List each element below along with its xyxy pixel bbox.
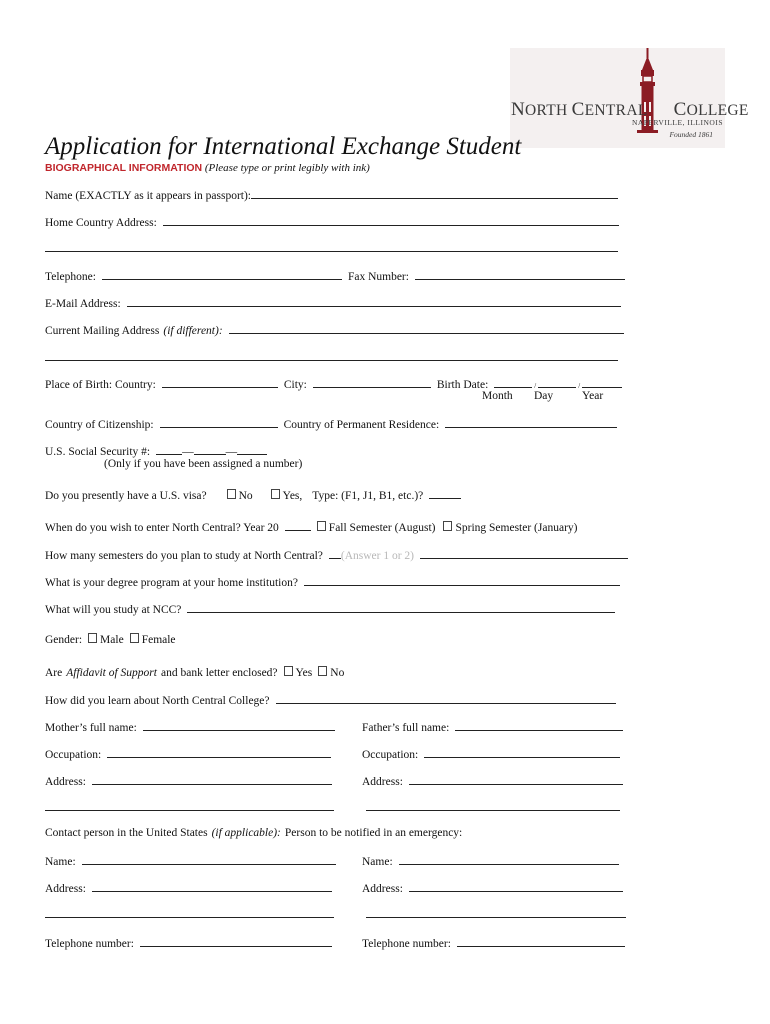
contact-telephone-row — [45, 936, 332, 950]
learn-row — [45, 693, 616, 707]
birth-year-input[interactable] — [582, 377, 622, 388]
ssn-dash-1: — — [182, 446, 194, 458]
mother-occupation-input[interactable] — [107, 747, 331, 758]
mother-label: Mother’s full name: — [45, 722, 137, 734]
ssn-row — [45, 444, 267, 458]
name-row — [45, 188, 618, 202]
father-label: Father’s full name: — [362, 722, 450, 734]
visa-no-label: No — [238, 490, 253, 502]
emergency-name-input[interactable] — [399, 854, 619, 865]
logo-college-name: NORTH CENTRAL COLLEGE — [511, 99, 749, 120]
father-occupation-input[interactable] — [424, 747, 620, 758]
birth-date-label: Birth Date: — [436, 379, 489, 391]
fax-input[interactable] — [415, 269, 625, 280]
contact-address-line-2[interactable] — [45, 917, 334, 918]
mother-address-line-2[interactable] — [45, 810, 334, 811]
section-note: (Please type or print legibly with ink) — [204, 162, 370, 174]
year-caption: Year — [582, 390, 604, 402]
visa-label: Do you presently have a U.S. visa? — [45, 490, 207, 502]
affidavit-label-post: and bank letter enclosed? — [160, 667, 278, 679]
semesters-input[interactable] — [329, 548, 341, 559]
mailing-input[interactable] — [229, 323, 624, 334]
degree-input[interactable] — [304, 575, 620, 586]
father-occupation-row — [362, 747, 620, 761]
father-address-line-2[interactable] — [366, 810, 620, 811]
visa-type-label: Type: (F1, J1, B1, etc.)? — [312, 490, 424, 502]
mailing-note: (if different): — [163, 325, 223, 337]
mailing-line-2[interactable] — [45, 360, 618, 361]
male-checkbox[interactable] — [88, 633, 97, 643]
male-label: Male — [100, 634, 124, 646]
home-address-line-2[interactable] — [45, 251, 618, 252]
emergency-telephone-input[interactable] — [457, 936, 625, 947]
female-label: Female — [141, 634, 176, 646]
college-logo — [510, 48, 749, 148]
visa-row — [45, 488, 461, 502]
ssn-note: (Only if you have been assigned a number) — [104, 458, 303, 470]
citizenship-input[interactable] — [160, 417, 278, 428]
home-address-row — [45, 215, 619, 229]
ssn-part3-input[interactable] — [237, 444, 267, 455]
affidavit-label-italic: Affidavit of Support — [66, 667, 157, 679]
contact-row — [45, 827, 462, 839]
contact-name-label: Name: — [45, 856, 76, 868]
birth-country-input[interactable] — [162, 377, 278, 388]
citizenship-row — [45, 417, 617, 431]
birth-row: Place of Birth: Country: City: Birth Date: / / — [45, 377, 622, 391]
telephone-input[interactable] — [102, 269, 342, 280]
contact-address-row — [45, 881, 332, 895]
residence-label: Country of Permanent Residence: — [283, 419, 440, 431]
contact-name-input[interactable] — [82, 854, 336, 865]
visa-yes-checkbox[interactable] — [271, 489, 280, 499]
visa-type-input[interactable] — [429, 488, 461, 499]
visa-no-checkbox[interactable] — [227, 489, 236, 499]
affidavit-row — [45, 666, 344, 679]
affidavit-no-checkbox[interactable] — [318, 666, 327, 676]
emergency-telephone-row — [362, 936, 625, 950]
emergency-address-label: Address: — [362, 883, 403, 895]
ssn-part2-input[interactable] — [194, 444, 226, 455]
father-address-row — [362, 774, 623, 788]
email-label: E-Mail Address: — [45, 298, 121, 310]
contact-label-italic: (if applicable): — [211, 827, 281, 839]
gender-label: Gender: — [45, 634, 83, 646]
fall-checkbox[interactable] — [317, 521, 326, 531]
fall-label: Fall Semester (August) — [328, 522, 436, 534]
mother-occupation-label: Occupation: — [45, 749, 102, 761]
emergency-name-label: Name: — [362, 856, 393, 868]
female-checkbox[interactable] — [130, 633, 139, 643]
learn-input[interactable] — [276, 693, 616, 704]
emergency-telephone-label: Telephone number: — [362, 938, 451, 950]
study-row — [45, 602, 615, 616]
page-title: Application for International Exchange Student — [45, 133, 522, 160]
logo-founded: Founded 1861 — [669, 130, 713, 139]
semesters-label: How many semesters do you plan to study at North Central? — [45, 550, 323, 562]
mother-address-row — [45, 774, 332, 788]
ssn-label: U.S. Social Security #: — [45, 446, 151, 458]
mailing-row — [45, 323, 624, 337]
birth-day-input[interactable] — [538, 377, 576, 388]
degree-row — [45, 575, 620, 589]
residence-input[interactable] — [445, 417, 617, 428]
father-address-label: Address: — [362, 776, 403, 788]
mother-address-label: Address: — [45, 776, 86, 788]
study-label: What will you study at NCC? — [45, 604, 182, 616]
mailing-label: Current Mailing Address — [45, 325, 160, 337]
birth-country-label: Place of Birth: Country: — [45, 379, 156, 391]
mother-input[interactable] — [143, 720, 335, 731]
mother-row — [45, 720, 335, 734]
degree-label: What is your degree program at your home institution? — [45, 577, 298, 589]
spring-label: Spring Semester (January) — [455, 522, 578, 534]
affidavit-no-label: No — [330, 667, 345, 679]
enter-row — [45, 520, 577, 534]
birth-month-input[interactable] — [494, 377, 532, 388]
gender-row — [45, 633, 176, 646]
section-heading — [45, 162, 370, 174]
month-caption: Month — [482, 390, 513, 402]
father-input[interactable] — [455, 720, 623, 731]
section-title: BIOGRAPHICAL INFORMATION — [45, 162, 203, 174]
name-input[interactable] — [251, 188, 618, 199]
spring-checkbox[interactable] — [443, 521, 452, 531]
contact-telephone-label: Telephone number: — [45, 938, 134, 950]
ssn-part1-input[interactable] — [156, 444, 182, 455]
birth-city-input[interactable] — [313, 377, 431, 388]
father-row — [362, 720, 623, 734]
email-input[interactable] — [127, 296, 621, 307]
affidavit-yes-label: Yes — [295, 667, 313, 679]
enter-label: When do you wish to enter North Central? Year 20 — [45, 522, 279, 534]
contact-address-input[interactable] — [92, 881, 332, 892]
telephone-row — [45, 269, 625, 283]
emergency-name-row — [362, 854, 619, 868]
citizenship-label: Country of Citizenship: — [45, 419, 154, 431]
emergency-address-line-2[interactable] — [366, 917, 626, 918]
study-input[interactable] — [187, 602, 615, 613]
home-address-label: Home Country Address: — [45, 217, 157, 229]
emergency-address-input[interactable] — [409, 881, 623, 892]
visa-yes-label: Yes, — [282, 490, 303, 502]
ssn-dash-2: — — [225, 446, 238, 458]
telephone-label: Telephone: — [45, 271, 96, 283]
contact-label-pre: Contact person in the United States — [45, 827, 208, 839]
contact-name-row — [45, 854, 336, 868]
contact-address-label: Address: — [45, 883, 86, 895]
email-row — [45, 296, 621, 310]
emergency-address-row — [362, 881, 623, 895]
logo-city: NAPERVILLE, ILLINOIS — [631, 118, 723, 127]
fax-label: Fax Number: — [347, 271, 409, 283]
contact-telephone-input[interactable] — [140, 936, 332, 947]
birth-city-label: City: — [283, 379, 307, 391]
learn-label: How did you learn about North Central College? — [45, 695, 270, 707]
mother-occupation-row — [45, 747, 331, 761]
affidavit-label-pre: Are — [45, 667, 63, 679]
semesters-row — [45, 548, 628, 562]
home-address-input[interactable] — [163, 215, 619, 226]
semesters-line[interactable] — [420, 548, 628, 559]
father-occupation-label: Occupation: — [362, 749, 419, 761]
enter-year-input[interactable] — [285, 520, 311, 531]
semesters-hint: (Answer 1 or 2) — [340, 550, 415, 562]
contact-label-post: Person to be notified in an emergency: — [284, 827, 463, 839]
father-address-input[interactable] — [409, 774, 623, 785]
day-caption: Day — [534, 390, 554, 402]
mother-address-input[interactable] — [92, 774, 332, 785]
name-label: Name (EXACTLY as it appears in passport): — [45, 190, 252, 202]
affidavit-yes-checkbox[interactable] — [284, 666, 293, 676]
